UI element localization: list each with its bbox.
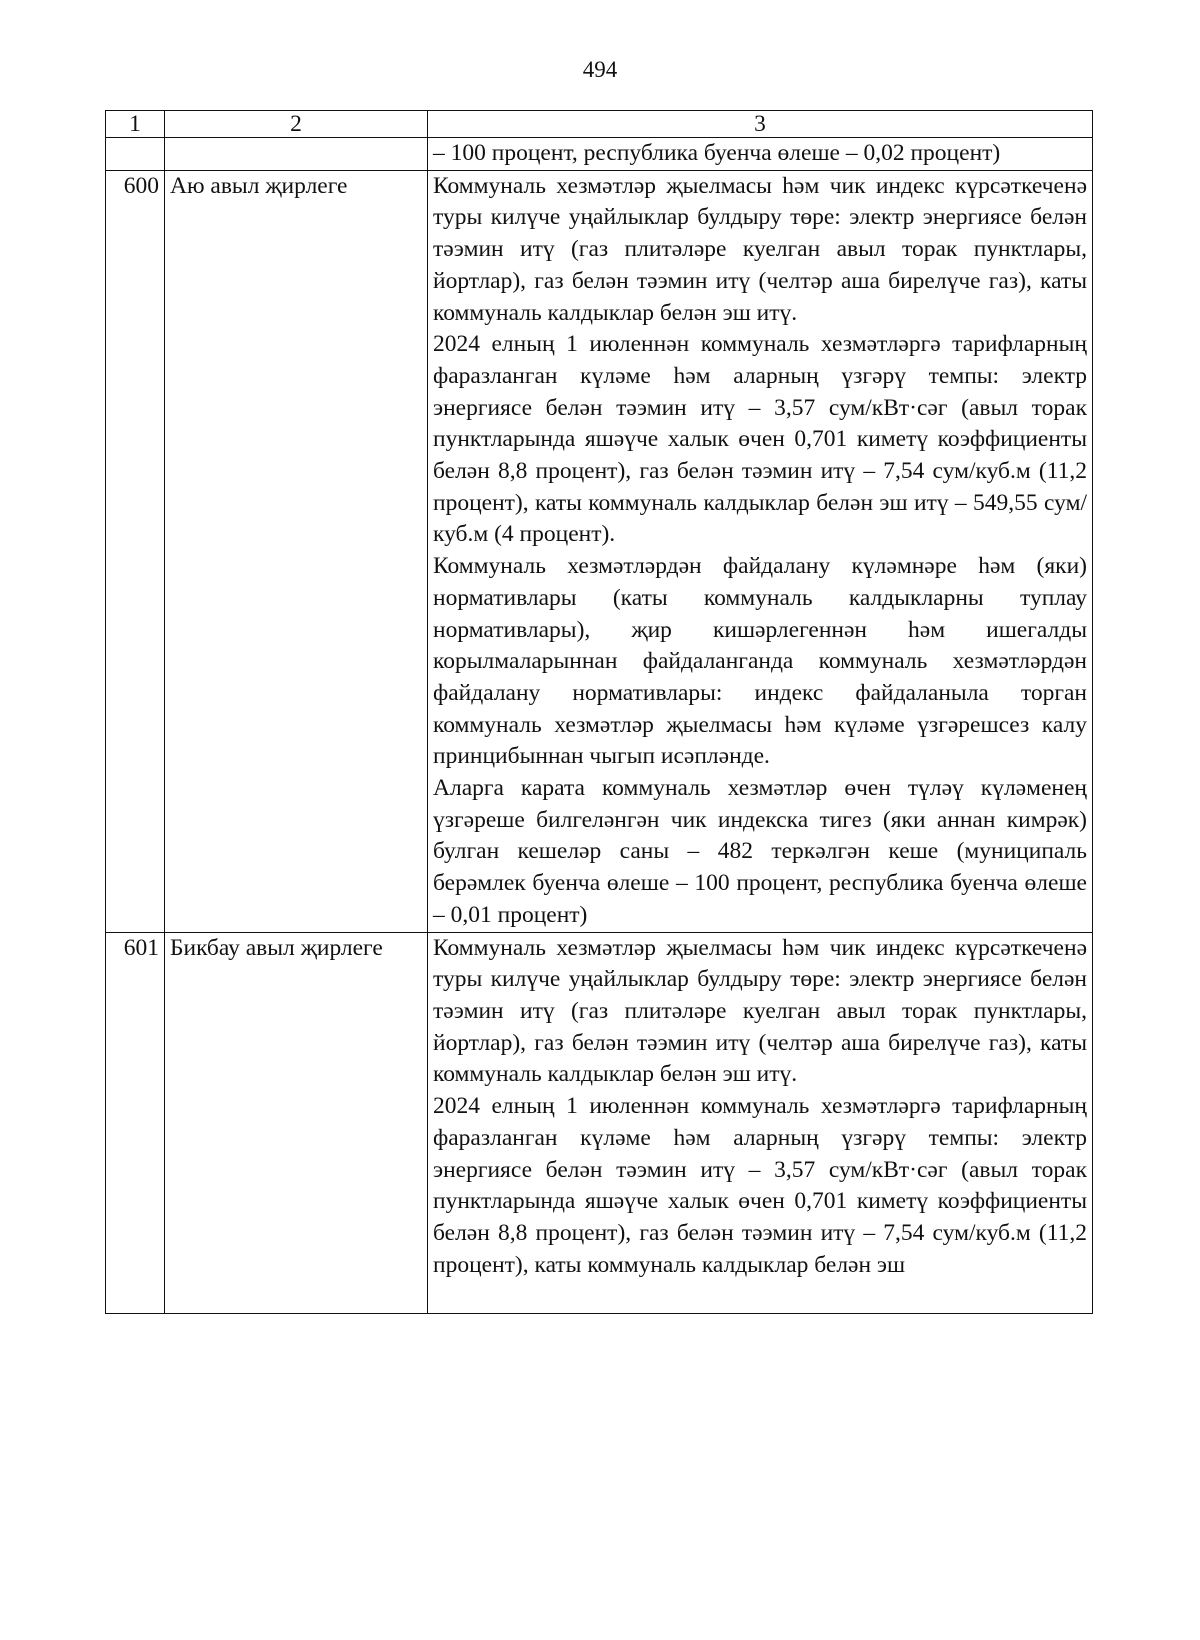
paragraph: 2024 елның 1 июленнән коммуналь хезмәтләргә тарифларның фаразланган күләме һәм аларның үзгәрү темпы: электр энергиясе белән тәэмин итү – 3,57 сум/кВт·сәг (авыл торак пунктларында яшәүче халык өчен 0,701 киметү коэффициенты белән 8,8 процент), газ белән тәэмин итү – 7,54 сум/куб.м (11,2 процент), каты коммуналь калдыклар белән эш bbox=[433, 1093, 1087, 1278]
paragraph: Коммуналь хезмәтләрдән файдалану күләмнәре һәм (яки) нормативлары (каты коммуналь калдыкларны туплау нормативлары), җир кишәрлегеннән һәм ишегалды корылмаларыннан файдаланганда коммуналь хезмәтләрдән файдалану нормативлары: индекс файдаланыла торган коммуналь хезмәтләр җыелмасы һәм күләме үзгәрешсез калу принцибыннан чыгып исәпләнде. bbox=[433, 553, 1087, 770]
table-header-row bbox=[106, 111, 1093, 138]
row-number bbox=[106, 138, 165, 171]
row-description bbox=[428, 170, 1093, 932]
paragraph: Аларга карата коммуналь хезмәтләр өчен түләү күләменең үзгәреше билгеләнгән чик индекска тигез (яки аннан кимрәк) булган кешеләр саны – 482 теркәлгән кеше (муниципаль берәмлек буенча өлеше – 100 процент, республика буенча өлеше – 0,01 процент) bbox=[433, 775, 1087, 928]
row-description bbox=[428, 932, 1093, 1313]
column-header-2: 2 bbox=[165, 111, 428, 138]
settlement-name: Аю авыл җирлеге bbox=[165, 170, 428, 932]
paragraph: Коммуналь хезмәтләр җыелмасы һәм чик индекс күрсәткеченә туры килүче уңайлыклар булдыру төре: электр энергиясе белән тәэмин итү (газ плитәләре куелган авыл торак пунктлары, йортлар), газ белән тәэмин итү (челтәр аша бирелүче газ), каты коммуналь калдыклар белән эш итү. bbox=[433, 172, 1087, 326]
table-row-600 bbox=[106, 170, 1093, 932]
settlement-name: Бикбау авыл җирлеге bbox=[165, 932, 428, 1313]
row-number: 600 bbox=[106, 170, 165, 932]
paragraph: 2024 елның 1 июленнән коммуналь хезмәтләргә тарифларның фаразланган күләме һәм аларның үзгәрү темпы: электр энергиясе белән тәэмин итү – 3,57 сум/кВт·сәг (авыл торак пунктларында яшәүче халык өчен 0,701 киметү коэффициенты белән 8,8 процент), газ белән тәэмин итү – 7,54 сум/куб.м (11,2 процент), каты коммуналь калдыклар белән эш итү – 549,55 сум/куб.м (4 процент). bbox=[433, 331, 1087, 548]
paragraph: – 100 процент, республика буенча өлеше – 0,02 процент) bbox=[433, 140, 1001, 166]
row-description bbox=[428, 138, 1093, 171]
table-row-continuation bbox=[106, 138, 1093, 171]
table-row-601 bbox=[106, 932, 1093, 1313]
column-header-1: 1 bbox=[106, 111, 165, 138]
data-table bbox=[105, 110, 1093, 1314]
column-header-3: 3 bbox=[428, 111, 1093, 138]
settlement-name bbox=[165, 138, 428, 171]
paragraph: Коммуналь хезмәтләр җыелмасы һәм чик индекс күрсәткеченә туры килүче уңайлыклар булдыру төре: электр энергиясе белән тәэмин итү (газ плитәләре куелган авыл торак пунктлары, йортлар), газ белән тәэмин итү (челтәр аша бирелүче газ), каты коммуналь калдыклар белән эш итү. bbox=[433, 934, 1087, 1088]
row-number: 601 bbox=[106, 932, 165, 1313]
page-number: 494 bbox=[582, 57, 618, 82]
